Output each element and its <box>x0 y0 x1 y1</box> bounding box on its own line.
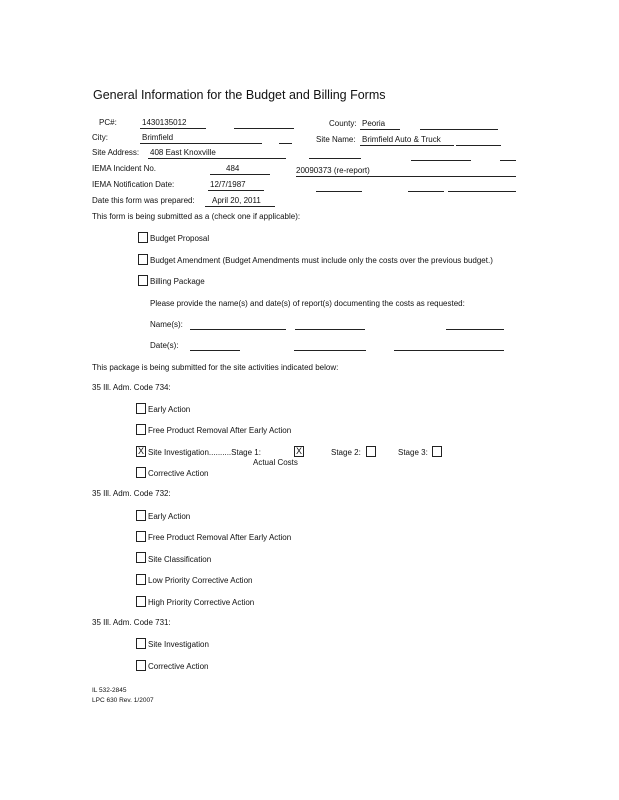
budget-amendment-label: Budget Amendment (Budget Amendments must include only the costs over the previous budget.) <box>150 256 493 265</box>
734-corrective-action-label: Corrective Action <box>148 469 209 478</box>
734-early-action-checkbox[interactable] <box>136 403 146 414</box>
footer-form-number: IL 532-2845 <box>92 687 127 694</box>
732-early-action-label: Early Action <box>148 512 191 521</box>
site-address-value: 408 East Knoxville <box>150 148 216 157</box>
report-dates-label: Date(s): <box>150 341 179 350</box>
county-value: Peoria <box>362 119 386 128</box>
date-prepared-value: April 20, 2011 <box>212 196 261 205</box>
732-site-classification-checkbox[interactable] <box>136 552 146 563</box>
blank-line <box>420 129 498 130</box>
iema-notification-value: 12/7/1987 <box>210 180 246 189</box>
report-date-line[interactable] <box>190 350 240 351</box>
budget-amendment-checkbox[interactable] <box>138 254 148 265</box>
732-site-classification-label: Site Classification <box>148 555 212 564</box>
site-address-line <box>148 158 286 159</box>
732-low-priority-checkbox[interactable] <box>136 574 146 585</box>
page-title: General Information for the Budget and Billing Forms <box>93 88 386 102</box>
budget-proposal-label: Budget Proposal <box>150 234 210 243</box>
blank-line <box>500 160 516 161</box>
section-731-heading: 35 Ill. Adm. Code 731: <box>92 618 171 627</box>
blank-line <box>408 191 444 192</box>
site-address-label: Site Address: <box>92 148 140 157</box>
pc-value: 1430135012 <box>142 118 187 127</box>
site-name-line <box>360 145 454 146</box>
report-date-line[interactable] <box>294 350 366 351</box>
date-prepared-line <box>205 206 275 207</box>
734-free-product-checkbox[interactable] <box>136 424 146 435</box>
iema-extra-line <box>296 176 456 177</box>
site-name-label: Site Name: <box>316 135 356 144</box>
734-free-product-label: Free Product Removal After Early Action <box>148 426 292 435</box>
734-stage2-checkbox[interactable] <box>366 446 376 457</box>
package-label: This package is being submitted for the site activities indicated below: <box>92 363 339 372</box>
blank-line <box>450 176 516 177</box>
blank-line <box>309 158 361 159</box>
report-name-line[interactable] <box>295 329 365 330</box>
city-line <box>140 143 262 144</box>
iema-incident-extra: 20090373 (re-report) <box>296 166 370 175</box>
734-site-investigation-checkbox[interactable] <box>136 446 146 457</box>
budget-proposal-checkbox[interactable] <box>138 232 148 243</box>
date-prepared-label: Date this form was prepared: <box>92 196 195 205</box>
732-low-priority-label: Low Priority Corrective Action <box>148 576 253 585</box>
report-names-label: Name(s): <box>150 320 183 329</box>
report-name-line[interactable] <box>446 329 504 330</box>
blank-line <box>411 160 471 161</box>
iema-notification-label: IEMA Notification Date: <box>92 180 175 189</box>
734-site-investigation-label: Site Investigation..........Stage 1: <box>148 448 261 457</box>
pc-line <box>140 128 206 129</box>
iema-incident-label: IEMA Incident No. <box>92 164 157 173</box>
731-site-investigation-checkbox[interactable] <box>136 638 146 649</box>
734-early-action-label: Early Action <box>148 405 191 414</box>
county-line <box>360 129 400 130</box>
reports-instruction: Please provide the name(s) and date(s) of report(s) documenting the costs as requested: <box>150 299 465 308</box>
city-label: City: <box>92 133 108 142</box>
732-high-priority-label: High Priority Corrective Action <box>148 598 255 607</box>
734-stage1-note: Actual Costs <box>253 458 298 467</box>
734-corrective-action-checkbox[interactable] <box>136 467 146 478</box>
report-date-line[interactable] <box>394 350 504 351</box>
731-site-investigation-label: Site Investigation <box>148 640 209 649</box>
blank-line <box>456 145 501 146</box>
732-free-product-label: Free Product Removal After Early Action <box>148 533 292 542</box>
732-free-product-checkbox[interactable] <box>136 531 146 542</box>
section-732-heading: 35 Ill. Adm. Code 732: <box>92 489 171 498</box>
734-stage2-label: Stage 2: <box>331 448 361 457</box>
blank-line <box>279 143 292 144</box>
footer-revision: LPC 630 Rev. 1/2007 <box>92 697 154 704</box>
billing-package-label: Billing Package <box>150 277 205 286</box>
blank-line <box>316 191 362 192</box>
pc-label: PC#: <box>99 118 117 127</box>
734-stage1-checkbox[interactable] <box>294 446 304 457</box>
iema-incident-value: 484 <box>226 164 240 173</box>
blank-line <box>234 128 294 129</box>
billing-package-checkbox[interactable] <box>138 275 148 286</box>
iema-notification-line <box>208 190 264 191</box>
submitted-as-label: This form is being submitted as a (check one if applicable): <box>92 212 301 221</box>
732-high-priority-checkbox[interactable] <box>136 596 146 607</box>
report-name-line[interactable] <box>190 329 286 330</box>
731-corrective-action-checkbox[interactable] <box>136 660 146 671</box>
site-name-value: Brimfield Auto & Truck <box>362 135 441 144</box>
732-early-action-checkbox[interactable] <box>136 510 146 521</box>
734-stage3-checkbox[interactable] <box>432 446 442 457</box>
iema-incident-line <box>210 174 270 175</box>
blank-line <box>448 191 516 192</box>
731-corrective-action-label: Corrective Action <box>148 662 209 671</box>
section-734-heading: 35 Ill. Adm. Code 734: <box>92 383 171 392</box>
county-label: County: <box>329 119 357 128</box>
city-value: Brimfield <box>142 133 174 142</box>
734-stage3-label: Stage 3: <box>398 448 428 457</box>
